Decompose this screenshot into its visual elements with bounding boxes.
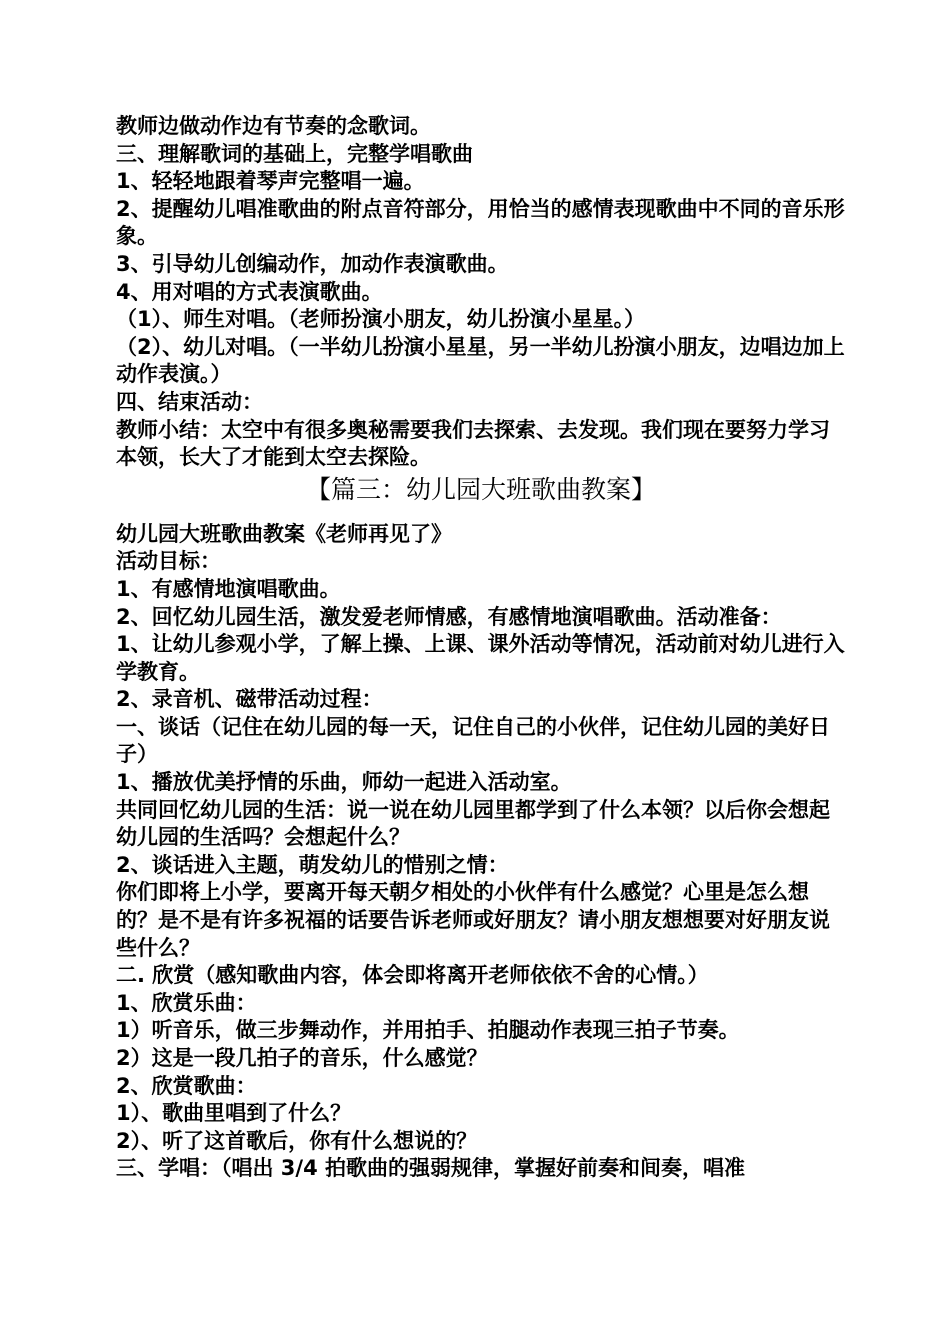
paragraph-line: 1、轻轻地跟着琴声完整唱一遍。 — [116, 169, 425, 194]
paragraph-line: 3、引导幼儿创编动作，加动作表演歌曲。 — [116, 251, 509, 276]
paragraph-line: 教师边做动作边有节奏的念歌词。 — [116, 114, 431, 138]
paragraph-line: 2）、听了这首歌后，你有什么想说的？ — [116, 1128, 478, 1153]
lesson-title: 幼儿园大班歌曲教案《老师再见了》 — [116, 521, 452, 546]
paragraph-line: 1、让幼儿参观小学，了解上操、上课、课外活动等情况，活动前对幼儿进行入学教育。 — [116, 632, 845, 684]
paragraph-line: 2、回忆幼儿园生活，激发爱老师情感，有感情地演唱歌曲。活动准备： — [116, 604, 782, 629]
section-title-objectives: 活动目标： — [116, 549, 221, 574]
paragraph-line: 1）听音乐，做三步舞动作，并用拍手、拍腿动作表现三拍子节奏。 — [116, 1018, 740, 1043]
paragraph-line: 共同回忆幼儿园的生活：说一说在幼儿园里都学到了什么本领？以后你会想起幼儿园的生活吗？会想起什么？ — [116, 797, 830, 850]
paragraph-line: 4、用对唱的方式表演歌曲。 — [116, 279, 383, 304]
paragraph-line: （1）、师生对唱。（老师扮演小朋友，幼儿扮演小星星。） — [116, 307, 646, 332]
section-title-talk: 一、谈话（记住在幼儿园的每一天，记住自己的小伙伴，记住幼儿园的美好日子） — [116, 714, 830, 767]
paragraph-line: 1）、歌曲里唱到了什么？ — [116, 1101, 352, 1126]
paragraph-line: 1、欣赏乐曲： — [116, 990, 257, 1015]
paragraph-line: 你们即将上小学，要离开每天朝夕相处的小伙伴有什么感觉？心里是怎么想的？是不是有许多祝福的话要告诉老师或好朋友？请小朋友想想要对好朋友说些什么？ — [116, 880, 830, 960]
section-title-understand-lyrics: 三、理解歌词的基础上，完整学唱歌曲 — [116, 141, 473, 166]
paragraph-line: 2、谈话进入主题，萌发幼儿的惜别之情： — [116, 852, 509, 877]
paragraph-line: 1、播放优美抒情的乐曲，师幼一起进入活动室。 — [116, 770, 572, 795]
paragraph-line: 1、有感情地演唱歌曲。 — [116, 576, 341, 601]
paragraph-line: 教师小结：太空中有很多奥秘需要我们去探索、去发现。我们现在要努力学习本领，长大了才能到太空去探险。 — [116, 417, 830, 470]
section-heading: 【篇三：幼儿园大班歌曲教案】 — [305, 474, 656, 504]
paragraph-line: 2）这是一段几拍子的音乐，什么感觉？ — [116, 1046, 488, 1070]
paragraph-line: 2、录音机、磁带活动过程： — [116, 687, 383, 712]
paragraph-line: 2、欣赏歌曲： — [116, 1073, 257, 1098]
section-title-learn-sing: 三、学唱：（唱出 3/4 拍歌曲的强弱规律，掌握好前奏和间奏，唱准 — [116, 1156, 746, 1181]
paragraph-line: 2、提醒幼儿唱准歌曲的附点音符部分，用恰当的感情表现歌曲中不同的音乐形象。 — [116, 196, 845, 249]
section-title-end-activity: 四、结束活动： — [116, 389, 263, 414]
paragraph-line: （2）、幼儿对唱。（一半幼儿扮演小星星，另一半幼儿扮演小朋友，边唱边加上动作表演。） — [116, 334, 845, 387]
document-body — [116, 113, 846, 1183]
section-title-appreciate: 二. 欣赏（感知歌曲内容，体会即将离开老师依依不舍的心情。） — [116, 963, 709, 988]
